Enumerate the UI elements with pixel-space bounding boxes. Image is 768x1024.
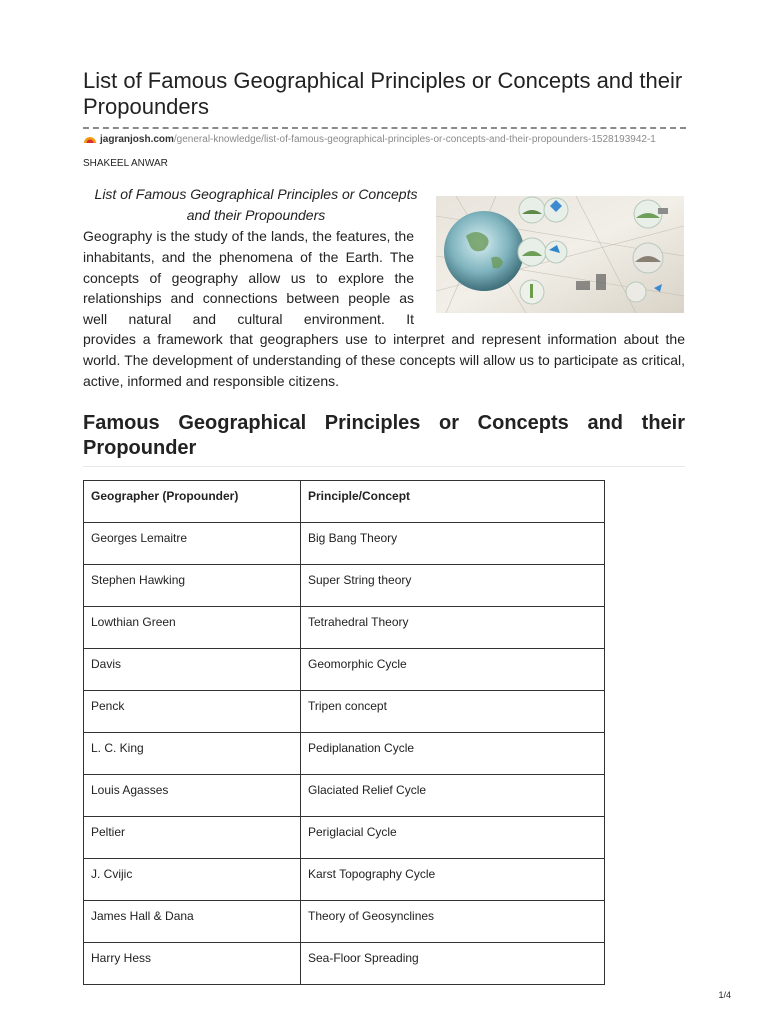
geographer-cell: Stephen Hawking (84, 565, 301, 607)
table-row (84, 817, 605, 859)
principle-cell: Pediplanation Cycle (301, 733, 605, 775)
geographer-cell: Georges Lemaitre (84, 523, 301, 565)
geographer-cell: Peltier (84, 817, 301, 859)
principle-cell: Periglacial Cycle (301, 817, 605, 859)
principle-cell: Super String theory (301, 565, 605, 607)
intro-paragraph-part1: Geography is the study of the lands, the features, the inhabitants, and the phenomena of the Earth. The concepts of geography allow us to explore the relationships and connections between people as well natural and cultural environment. It (83, 228, 414, 328)
geographer-cell: Harry Hess (84, 943, 301, 985)
principle-cell: Karst Topography Cycle (301, 859, 605, 901)
intro-caption: List of Famous Geographical Principles or Concepts and their Propounders (94, 186, 418, 223)
source-url[interactable] (83, 134, 693, 147)
geographer-cell: L. C. King (84, 733, 301, 775)
table-row (84, 565, 605, 607)
principle-cell: Tetrahedral Theory (301, 607, 605, 649)
section-heading: Famous Geographical Principles or Concepts and their Propounder (83, 412, 685, 459)
principle-cell: Glaciated Relief Cycle (301, 775, 605, 817)
author-name: SHAKEEL ANWAR (83, 158, 168, 169)
table-row (84, 649, 605, 691)
geography-illustration-image (436, 196, 684, 313)
section-divider (83, 466, 685, 467)
table-row (84, 691, 605, 733)
table-row (84, 733, 605, 775)
column-header-geographer: Geographer (Propounder) (84, 481, 301, 523)
principle-cell: Geomorphic Cycle (301, 649, 605, 691)
geographer-cell: Penck (84, 691, 301, 733)
principle-cell: Sea-Floor Spreading (301, 943, 605, 985)
page-number: 1/4 (718, 990, 731, 1000)
page-title: List of Famous Geographical Principles or Concepts and their Propounders (83, 68, 683, 119)
intro-paragraph-part2: provides a framework that geographers use to interpret and represent information about the world. The development of understanding of these concepts will allow us to participate as critical, active, informed and responsible citizens. (83, 331, 685, 389)
title-divider (83, 127, 686, 129)
principle-cell: Theory of Geosynclines (301, 901, 605, 943)
sunrise-logo-icon (83, 134, 97, 147)
table-row (84, 859, 605, 901)
source-path[interactable]: /general-knowledge/list-of-famous-geographical-principles-or-concepts-and-their-propounders-1528193942-1 (173, 134, 656, 145)
table-row (84, 901, 605, 943)
geographer-cell: Lowthian Green (84, 607, 301, 649)
table-row (84, 775, 605, 817)
principle-cell: Big Bang Theory (301, 523, 605, 565)
table-header-row (84, 481, 605, 523)
principle-cell: Tripen concept (301, 691, 605, 733)
source-domain[interactable]: jagranjosh.com (100, 134, 174, 145)
table-row (84, 523, 605, 565)
principles-table (83, 480, 605, 985)
table-row (84, 943, 605, 985)
table-row (84, 607, 605, 649)
geographer-cell: Davis (84, 649, 301, 691)
geographer-cell: James Hall & Dana (84, 901, 301, 943)
geographer-cell: Louis Agasses (84, 775, 301, 817)
column-header-principle: Principle/Concept (301, 481, 605, 523)
geographer-cell: J. Cvijic (84, 859, 301, 901)
